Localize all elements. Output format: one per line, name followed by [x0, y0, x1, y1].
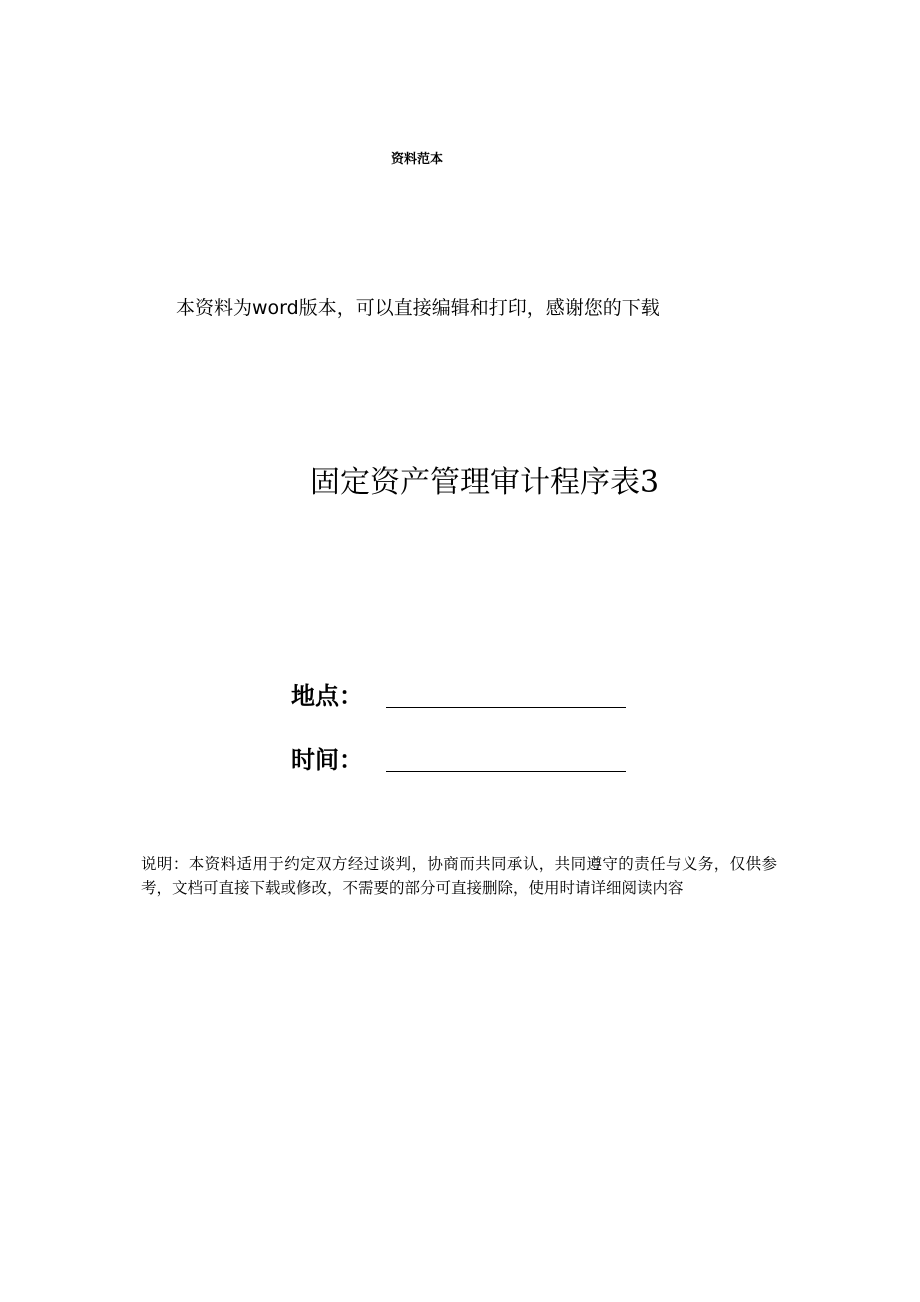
location-label: 地点：	[291, 682, 363, 710]
word-version-notice: 本资料为word版本，可以直接编辑和打印，感谢您的下载	[176, 297, 660, 319]
time-label: 时间：	[291, 746, 363, 774]
time-field-row	[291, 736, 626, 776]
location-blank-line[interactable]	[386, 678, 626, 708]
location-field-row	[291, 672, 626, 712]
disclaimer-text: 说明：本资料适用于约定双方经过谈判，协商而共同承认，共同遵守的责任与义务，仅供参考，文档可直接下载或修改，不需要的部分可直接删除，使用时请详细阅读内容	[141, 855, 777, 897]
time-blank-line[interactable]	[386, 742, 626, 772]
header-label: 资料范本	[391, 152, 444, 167]
document-title: 固定资产管理审计程序表3	[310, 465, 660, 500]
